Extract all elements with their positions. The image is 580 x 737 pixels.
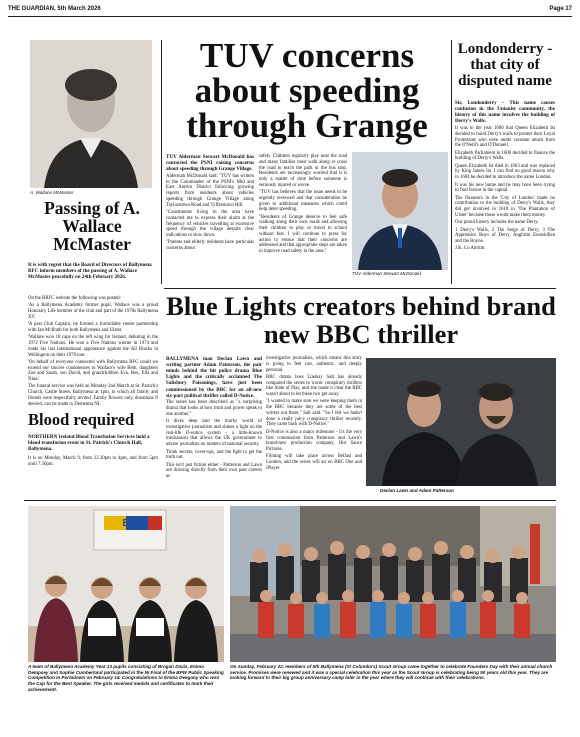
section-divider [24,500,556,501]
londonderry-body [455,100,555,286]
blood-text: It is on Monday, March 9, from 12.30pm to 4pm, and from 5pm until 7.30pm. [28,456,158,467]
letter-paragraph: Elizabeth Parliament in 1600 decided to finance the building of Derry's Walls. [455,150,555,162]
bbc-column-1 [166,356,262,496]
masthead-date: THE GUARDIAN, 5th March 2026 [8,6,101,12]
tuv-column-2 [259,154,347,286]
londonderry-headline: Londonderry - that city of disputed name [457,41,553,89]
bbc-paragraph: Think secrets, cover-ups, and the fight to get the truth out. [166,449,262,461]
wallace-headline: Passing of A. Wallace McMaster [44,198,140,254]
letter-paragraph: It was his new home and he may have been trying to find favour in the capital. [455,182,555,194]
tuv-paragraph: safety. Children regularly play near the road and many families must walk along or cross the road to reach the park or the bus stop. Residents are increasingly worried that it is only a matter of time before someone is seriously injured or worse. [259,154,347,188]
bbc-intro: BALLYMENA man Declan Lawn and writing partner Adam Patterson, the pair minds behind the hit police drama Blue Lights and the critically acclaimed The Salisbury Poisonings, have just been commissioned by the BBC for an all-new six-part political thriller called D-Notice. [166,356,262,399]
scouts-photo [230,506,556,662]
tuv-paragraph: "Parents and elderly residents have particular concerns about [166,240,254,252]
bbc-photo [366,358,556,486]
londonderry-intro: Sir, Londonderry – This name causes confusion in the Unionist community, the history of this name involves the building of Derry's Walls. [455,100,555,125]
letter-paragraph: It was in the year 1600 that Queen Elizabeth Ist decided to build Derry's walls to protect their Loyal Protestants who were under constant attack from the O'Neill's and O'Donnell. [455,126,555,149]
letter-signature: J.K. Co Antrim. [455,246,486,252]
wallace-paragraph: 'On behalf of everyone connected with Ballymena RFC could we extend our sincere condolences to Wallace's wife Beth, daughters Zoe and Sarah, son David, and grandchildren Eva, Ben, Ella and Nina.' [28,359,158,383]
wallace-paragraph: The funeral service was held on Monday 2nd March at St. Patrick's Church, Castle Street, Ballymena at 1pm, to which all family and friends were respectfully invited. Family flowers only, donations if desired, can be made to Dementia NI. [28,384,158,407]
wallace-paragraph: On the BRFC website the following was posted: [28,296,121,301]
wallace-paragraph: 'As a Ballymena Academy former pupil, Wallace was a proud Honorary Life member of the club and part of the 1970s Ballymena XV. [28,303,158,320]
bbc-paragraph: This isn't just fiction either - Patterson and Lawn are drawing directly from their own past careers as [166,462,262,480]
bbc-paragraph: It dives deep into the murky world of investigative journalism and shines a light on the real-life D-notice system - a little-known mechanism that allows the UK government to advise journalists on matters of national security. [166,419,262,448]
bbc-paragraph: D-Notice is also a major milestone - it's the very first commission from Patterson and Lawn's brand-new production company, Hot Sauce Pictures. [266,429,362,453]
page-number: Page 17 [549,6,572,12]
bbc-column-2 [266,356,362,496]
tuv-headline: TUV concerns about speeding through Grange [186,36,428,145]
blood-intro: NORTHERN Ireland Blood Transfusion Services hold a blood transfusion event in St. Patrick's Church Hall, Ballymena. [28,434,150,453]
councillor-portrait [352,152,448,270]
tuv-column-1 [166,154,254,286]
wallace-photo-caption: A. Wallace McMaster [30,190,74,195]
scout-group-photo [230,506,556,662]
section-divider [164,288,556,289]
tuv-paragraph: "Residents of Grange deserve to feel safe walking along their own roads and allowing their children to play or travel to school without fear. I will continue to press for action to ensure that their concerns are addressed and that appropriate steps are taken to improve road safety in the area." [259,214,347,255]
tuv-photo [352,152,448,270]
wallace-paragraph: 'Wallace won 18 caps on the left wing for Ireland, debuting in the 1972 Five Nations. He won a Five Nations winner in 1974 and made his last international appearance against the All Blacks in Wellington on their 1976 tour. [28,335,158,358]
tuv-photo-caption: TUV Alderman Stewart McDonald [352,271,421,276]
bpw-caption: A team of Ballymena Academy Year 13 pupils consisting of Brogan Davis, Emma Dempsey and Sophie Cumberland participated in the NI Final of the BPW Public Speaking Competition in Portadown on February 14. Congratulations to Emma Deegany who won the Cup for the Best Speaker. The girls received medals and certificates to mark their achievement. [28,664,224,692]
column-divider [451,40,452,284]
bbc-paragraph: The series has been described as "a surprising drama that looks at how truth and power speak to one another." [166,400,262,417]
writers-portrait [366,358,556,486]
letter-paragraph: Our proud history includes the name Derry. [455,220,539,226]
bbc-photo-caption: Declan Lawn and Adam Patterson [380,488,454,493]
bbc-paragraph: "I wanted to make sure we were keeping them in the BBC because they are some of the best writers out there," Salt said. "So I felt we hadn't done a really juicy conspiracy thriller recently. They came back with D-Notice." [266,399,362,428]
tuv-paragraph: "TUV has believes that the issue needs to be urgently reviewed and that consideration be given to additional measures which could help deter speeding. [259,190,347,213]
wallace-paragraph: 'A past Club Captain, he formed a formidable centre partnership with Ian McIlrath for both Ballymena and Ulster. [28,322,158,333]
letter-paragraph: 1 Derry's Walls, 2 The Seige of Derry, 3 The Apprentice Boys of Derry, Aughrim Enniskillen and the Boyne. [455,227,555,245]
column-divider [161,40,162,284]
bbc-paragraph: Filming will take place across Belfast and London, and the series will air on BBC One and iPlayer. [266,454,362,471]
wallace-photo [30,40,152,188]
letter-paragraph: Queen Elizabeth Ist died in 1603 and was replaced by King James Ist. I can find no good reason why in 1604 he decided to introduce the name London. [455,163,555,181]
wallace-body [28,296,158,407]
letter-paragraph: The financers in the 'City of London' made no contribution to the building of Derry's Walls, they did get involved in 1610 in 'The Plantation of Ulster' because those would make them money. [455,195,555,218]
bbc-paragraph: BBC drama boss Lindsay Salt has already compared the series to iconic conspiracy thrillers like State of Play, and she made it clear the BBC wasn't about to let these two get away. [266,374,362,398]
bpw-banner-text: BPW [122,518,146,529]
page-header [8,5,572,17]
blood-headline: Blood required [28,410,135,429]
bbc-headline: Blue Lights creators behind brand new BBC thriller [166,291,556,350]
bbc-paragraph: investigative journalists, which means this story is going to feel raw, authentic, and deeply personal. [266,356,362,373]
tuv-paragraph: Alderman McDonald said: "TUV has written to the Commander of the PSNI's Mid and East Antrim District following growing reports from residents about vehicles speeding through Grange Village along Taylorstown Road and Tyfferstown Hill. [166,173,254,208]
wallace-intro: It is with regret that the Board of Directors of Ballymena RFC inform members of the passing of A. Wallace McMaster peacefully on 24th February 2026. [28,262,152,281]
tuv-paragraph: "Constituents living in the area have contacted me to express their alarm at the frequency of vehicles travelling at excessive speed through the village despite clear indications to slow down. [166,210,254,239]
portrait-illustration [30,40,152,188]
tuv-intro: TUV Alderman Stewart McDonald has contacted the PSNI raising concerns about speeding through Grange Village. [166,154,254,173]
scouts-caption: On Sunday, February 22, members of 5th Ballymena (St Columba's) Scout Group came together to celebrate Founders Day with their annual church service. Promises were renewed and it was a special celebration this year as the Scout Group is celebrating being 50 years old this year. They are looking forward to their big group anniversary camp later in the year where they will continue with their celebrations. [230,664,553,681]
